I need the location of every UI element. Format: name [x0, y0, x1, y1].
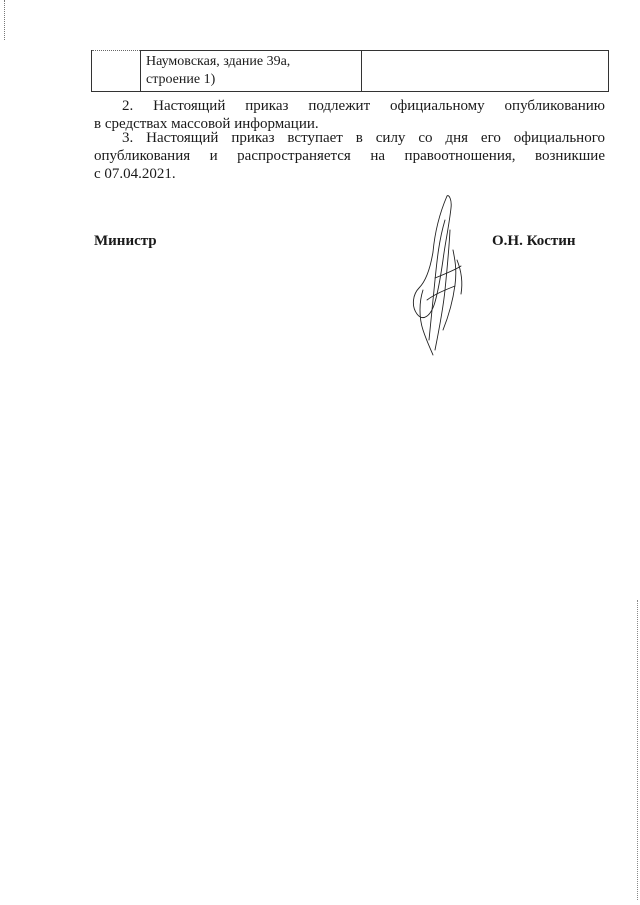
- scan-edge-artifact: [636, 600, 638, 900]
- paragraph-line: опубликования и распространяется на правоотношения, возникшие: [94, 148, 605, 164]
- paragraph-line: с 07.04.2021.: [94, 166, 176, 182]
- paragraph-line: в средствах массовой информации.: [94, 116, 319, 132]
- table-cell-address: [141, 51, 362, 92]
- paragraph-3: [94, 129, 605, 183]
- paragraph-text: 2. Настоящий приказ подлежит официальному опубликованию: [122, 98, 605, 114]
- handwritten-signature: [405, 190, 475, 360]
- signatory-name: О.Н. Костин: [492, 233, 576, 249]
- address-line: Наумовская, здание 39а,: [146, 54, 291, 69]
- address-table-fragment: [91, 50, 609, 92]
- address-line: строение 1): [146, 72, 216, 87]
- paragraph-line: [94, 97, 605, 115]
- table-cell-extra: [362, 51, 609, 92]
- paragraph-2: [94, 97, 605, 133]
- paragraph-line: [94, 129, 605, 147]
- table-row: [92, 51, 609, 92]
- paragraph-text: 3. Настоящий приказ вступает в силу со дня его официального: [122, 130, 605, 146]
- scan-edge-artifact: [4, 0, 6, 40]
- signatory-title: Министр: [94, 233, 157, 249]
- table-cell-number: [92, 51, 141, 92]
